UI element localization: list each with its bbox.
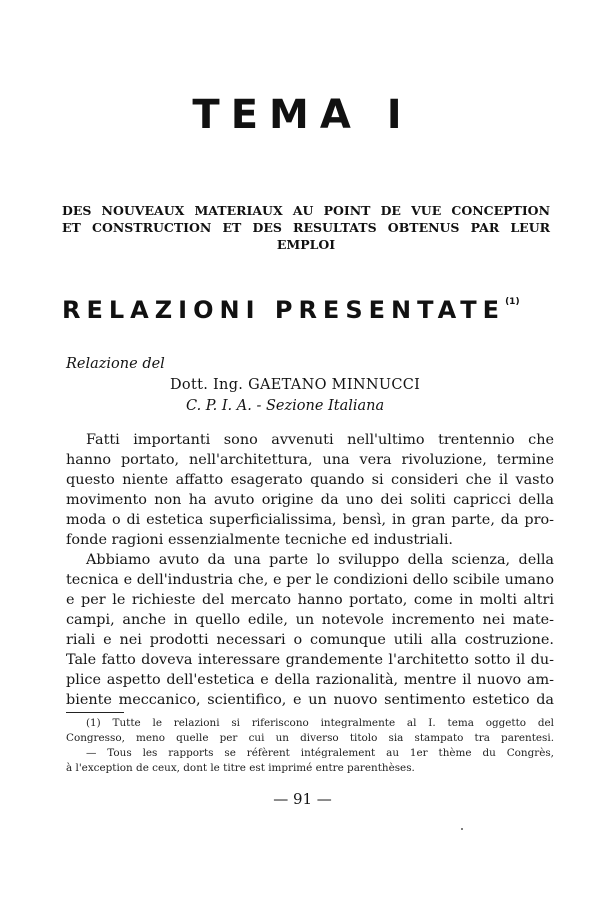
subtitle-line-2: ET CONSTRUCTION ET DES RESULTATS OBTENUS PAR LEUR bbox=[62, 220, 550, 235]
author-affiliation: C. P. I. A. - Sezione Italiana bbox=[186, 398, 385, 414]
section-title bbox=[62, 296, 562, 324]
section-title-text: RELAZIONI PRESENTATE bbox=[62, 296, 506, 324]
page-number: — 91 — bbox=[273, 790, 332, 808]
body-line: Tale fatto doveva interessare grandemente l'architetto sotto il du- bbox=[66, 652, 554, 668]
body-line: e per le richieste del mercato hanno portato, come in molti altri bbox=[66, 592, 554, 608]
report-label: Relazione del bbox=[66, 356, 165, 372]
footnote-line: à l'exception de ceux, dont le titre est imprimé entre parenthèses. bbox=[66, 762, 415, 774]
footnote-marker: (1) bbox=[505, 297, 520, 307]
body-line: fonde ragioni essenzialmente tecniche ed industriali. bbox=[66, 532, 453, 548]
body-line: Abbiamo avuto da una parte lo sviluppo della scienza, della bbox=[86, 552, 554, 568]
body-line: questo niente affatto esagerato quando si consideri che il vasto bbox=[66, 472, 554, 488]
footnote-line: — Tous les rapports se réfèrent intégralement au 1er thème du Congrès, bbox=[86, 747, 554, 759]
body-line: hanno portato, nell'architettura, una vera rivoluzione, termine bbox=[66, 452, 554, 468]
author-name: Dott. Ing. GAETANO MINNUCCI bbox=[170, 377, 421, 393]
body-line: campi, anche in quello edile, un notevole incremento nei mate- bbox=[66, 612, 554, 628]
body-line: Fatti importanti sono avvenuti nell'ultimo trentennio che bbox=[86, 432, 554, 448]
body-line: riali e nei prodotti necessari o comunque utili alla costruzione. bbox=[66, 632, 554, 648]
body-line: movimento non ha avuto origine da uno dei soliti capricci della bbox=[66, 492, 554, 508]
footnote-line: (1) Tutte le relazioni si riferiscono integralmente al I. tema oggetto del bbox=[86, 717, 554, 729]
subtitle-line-3: EMPLOI bbox=[276, 237, 336, 252]
subtitle-line-1: DES NOUVEAUX MATERIAUX AU POINT DE VUE CONCEPTION bbox=[62, 203, 550, 218]
body-line: tecnica e dell'industria che, e per le condizioni dello scibile umano bbox=[66, 572, 554, 588]
tema-heading: TEMA I bbox=[192, 92, 413, 138]
body-line: plice aspetto dell'estetica e della razionalità, mentre il nuovo am- bbox=[66, 672, 554, 688]
body-line: biente meccanico, scientifico, e un nuovo sentimento estetico da bbox=[66, 692, 554, 708]
footnote-line: Congresso, meno quelle per cui un diverso titolo sia stampato tra parentesi. bbox=[66, 732, 554, 744]
body-line: moda o di estetica superficialissima, bensì, in gran parte, da pro- bbox=[66, 512, 554, 528]
speck bbox=[461, 828, 463, 830]
footnote-divider bbox=[66, 712, 124, 713]
